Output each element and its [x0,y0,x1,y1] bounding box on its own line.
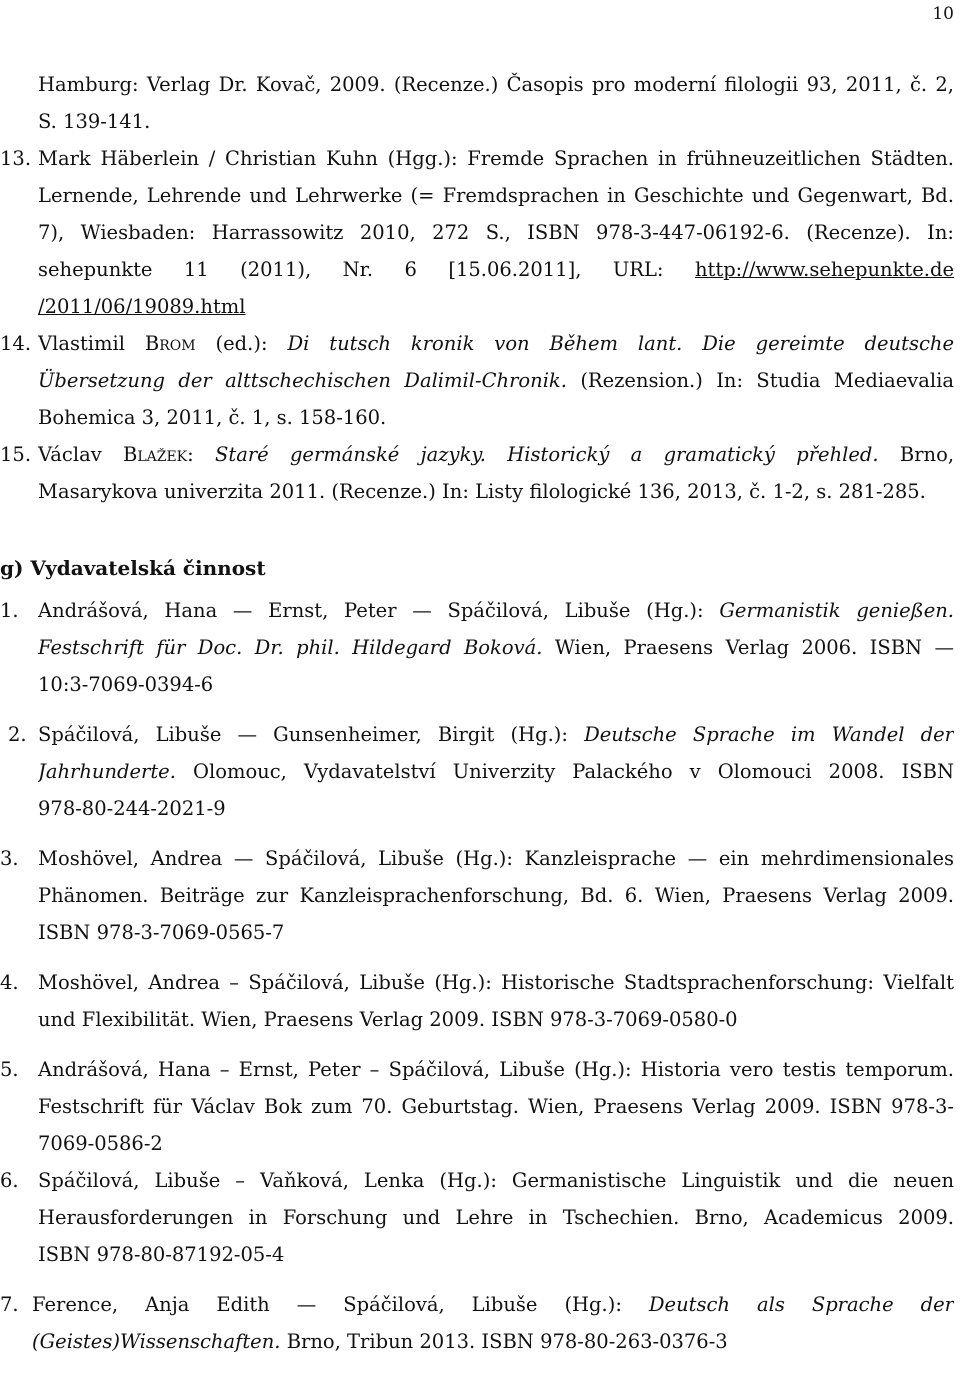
work-title: (Geistes)Wissenschaften. [32,1330,281,1353]
entry-line [32,1286,954,1323]
entry-line [38,362,954,399]
entry-number: 4. [0,971,19,994]
entry-line [38,251,954,288]
edited-volume-1 [0,592,960,703]
author-first-name: Vlastimil [38,332,125,355]
edited-volume-6 [0,1162,960,1273]
entry-line [38,716,954,753]
section-heading-publishing: g) Vydavatelská činnost [0,556,266,580]
page-number: 10 [932,4,954,24]
entry-text: Brno, [899,443,954,466]
entry-number: 14. [0,332,32,355]
entry-line [38,436,954,473]
work-title: Germanistik genießen. [719,599,954,622]
entry-text: Olomouc, Vydavatelství Univerzity Palackého v Olomouci 2008. ISBN [192,760,954,783]
work-title: Di tutsch kronik von Během lant. [287,332,683,355]
work-title: Deutsche Sprache im Wandel der [584,723,954,746]
entry-line: Andrášová, Hana – Ernst, Peter – Spáčilová, Libuše (Hg.): Historia vero testis temporum. [38,1058,954,1081]
entry-number: 15. [0,443,32,466]
publication-entry-12 [0,66,960,140]
author-last-name: Blažek: [123,443,194,466]
publication-entry-13 [0,140,960,325]
entry-text: Spáčilová, Libuše — Gunsenheimer, Birgit (Hg.): [38,723,568,746]
entry-number: 6. [0,1169,19,1192]
publication-entry-14 [0,325,960,436]
entry-text: sehepunkte 11 (2011), Nr. 6 [15.06.2011], URL: [38,258,664,281]
edited-volume-3 [0,840,960,951]
document-body [0,66,960,1360]
author-last-name: Brom [144,332,196,355]
entry-number: 13. [0,147,32,170]
entry-line: Hamburg: Verlag Dr. Kovač, 2009. (Recenze.) Časopis pro moderní filologii 93, 2011, č. 2, [38,73,954,96]
entry-text: Wien, Praesens Verlag 2006. ISBN — [554,636,954,659]
entry-number: 2. [8,723,27,746]
entry-line: und Flexibilität. Wien, Praesens Verlag 2009. ISBN 978-3-7069-0580-0 [38,1008,738,1031]
work-title: Die gereimte deutsche [702,332,954,355]
entry-line: Spáčilová, Libuše – Vaňková, Lenka (Hg.): Germanistische Linguistik und die neuen [38,1169,954,1192]
entry-number: 1. [0,599,19,622]
entry-line: Masarykova univerzita 2011. (Recenze.) In: Listy filologické 136, 2013, č. 1-2, s. 281-285. [38,480,926,503]
entry-line: Festschrift für Václav Bok zum 70. Geburtstag. Wien, Praesens Verlag 2009. ISBN 978-3- [38,1095,954,1118]
sehepunkte-link[interactable]: http://www.sehepunkte.de [694,258,954,281]
entry-number: 7. [0,1293,19,1316]
entry-number: 3. [0,847,19,870]
entry-text: Brno, Tribun 2013. ISBN 978-80-263-0376-3 [286,1330,728,1353]
entry-line: 7069-0586-2 [38,1132,163,1155]
entry-line: Lernende, Lehrende und Lehrwerke (= Fremdsprachen in Geschichte und Gegenwart, Bd. [38,184,954,207]
author-first-name: Václav [38,443,102,466]
entry-line: ISBN 978-80-87192-05-4 [38,1243,285,1266]
entry-line: Phänomen. Beiträge zur Kanzleisprachenforschung, Bd. 6. Wien, Praesens Verlag 2009. [38,884,954,907]
sehepunkte-link-continued[interactable]: /2011/06/19089.html [38,295,246,318]
entry-line: Mark Häberlein / Christian Kuhn (Hgg.): Fremde Sprachen in frühneuzeitlichen Städten. [38,147,954,170]
entry-line: ISBN 978-3-7069-0565-7 [38,921,285,944]
entry-line: Herausforderungen in Forschung und Lehre in Tschechien. Brno, Academicus 2009. [38,1206,954,1229]
work-title: Übersetzung der alttschechischen Dalimil-Chronik. [38,369,567,392]
entry-line [38,325,954,362]
entry-number: 5. [0,1058,19,1081]
entry-line: Moshövel, Andrea — Spáčilová, Libuše (Hg.): Kanzleisprache — ein mehrdimensionales [38,847,954,870]
entry-line: 10:3-7069-0394-6 [38,673,214,696]
entry-line: 7), Wiesbaden: Harrassowitz 2010, 272 S., ISBN 978-3-447-06192-6. (Recenze). In: [38,221,954,244]
entry-line [38,592,954,629]
entry-line [38,629,954,666]
edited-volume-7 [0,1286,960,1360]
edited-volume-4 [0,964,960,1038]
entry-line: S. 139-141. [38,110,151,133]
entry-line [32,1323,954,1360]
entry-line: 978-80-244-2021-9 [38,797,226,820]
entry-text: Ference, Anja Edith — Spáčilová, Libuše (Hg.): [32,1293,622,1316]
edited-volume-5 [0,1051,960,1162]
entry-line [38,753,954,790]
work-title: Jahrhunderte. [38,760,176,783]
entry-text: Andrášová, Hana — Ernst, Peter — Spáčilová, Libuše (Hg.): [38,599,704,622]
editor-marker: (ed.): [215,332,268,355]
work-title: Staré germánské jazyky. Historický a gramatický přehled. [215,443,879,466]
work-title: Festschrift für Doc. Dr. phil. Hildegard Boková. [38,636,543,659]
edited-volume-2 [0,716,960,827]
entry-line: Moshövel, Andrea – Spáčilová, Libuše (Hg.): Historische Stadtsprachenforschung: Vielfalt [38,971,954,994]
publication-entry-15 [0,436,960,510]
work-title: Deutsch als Sprache der [648,1293,954,1316]
entry-text: (Rezension.) In: Studia Mediaevalia [580,369,954,392]
entry-line: Bohemica 3, 2011, č. 1, s. 158-160. [38,406,387,429]
